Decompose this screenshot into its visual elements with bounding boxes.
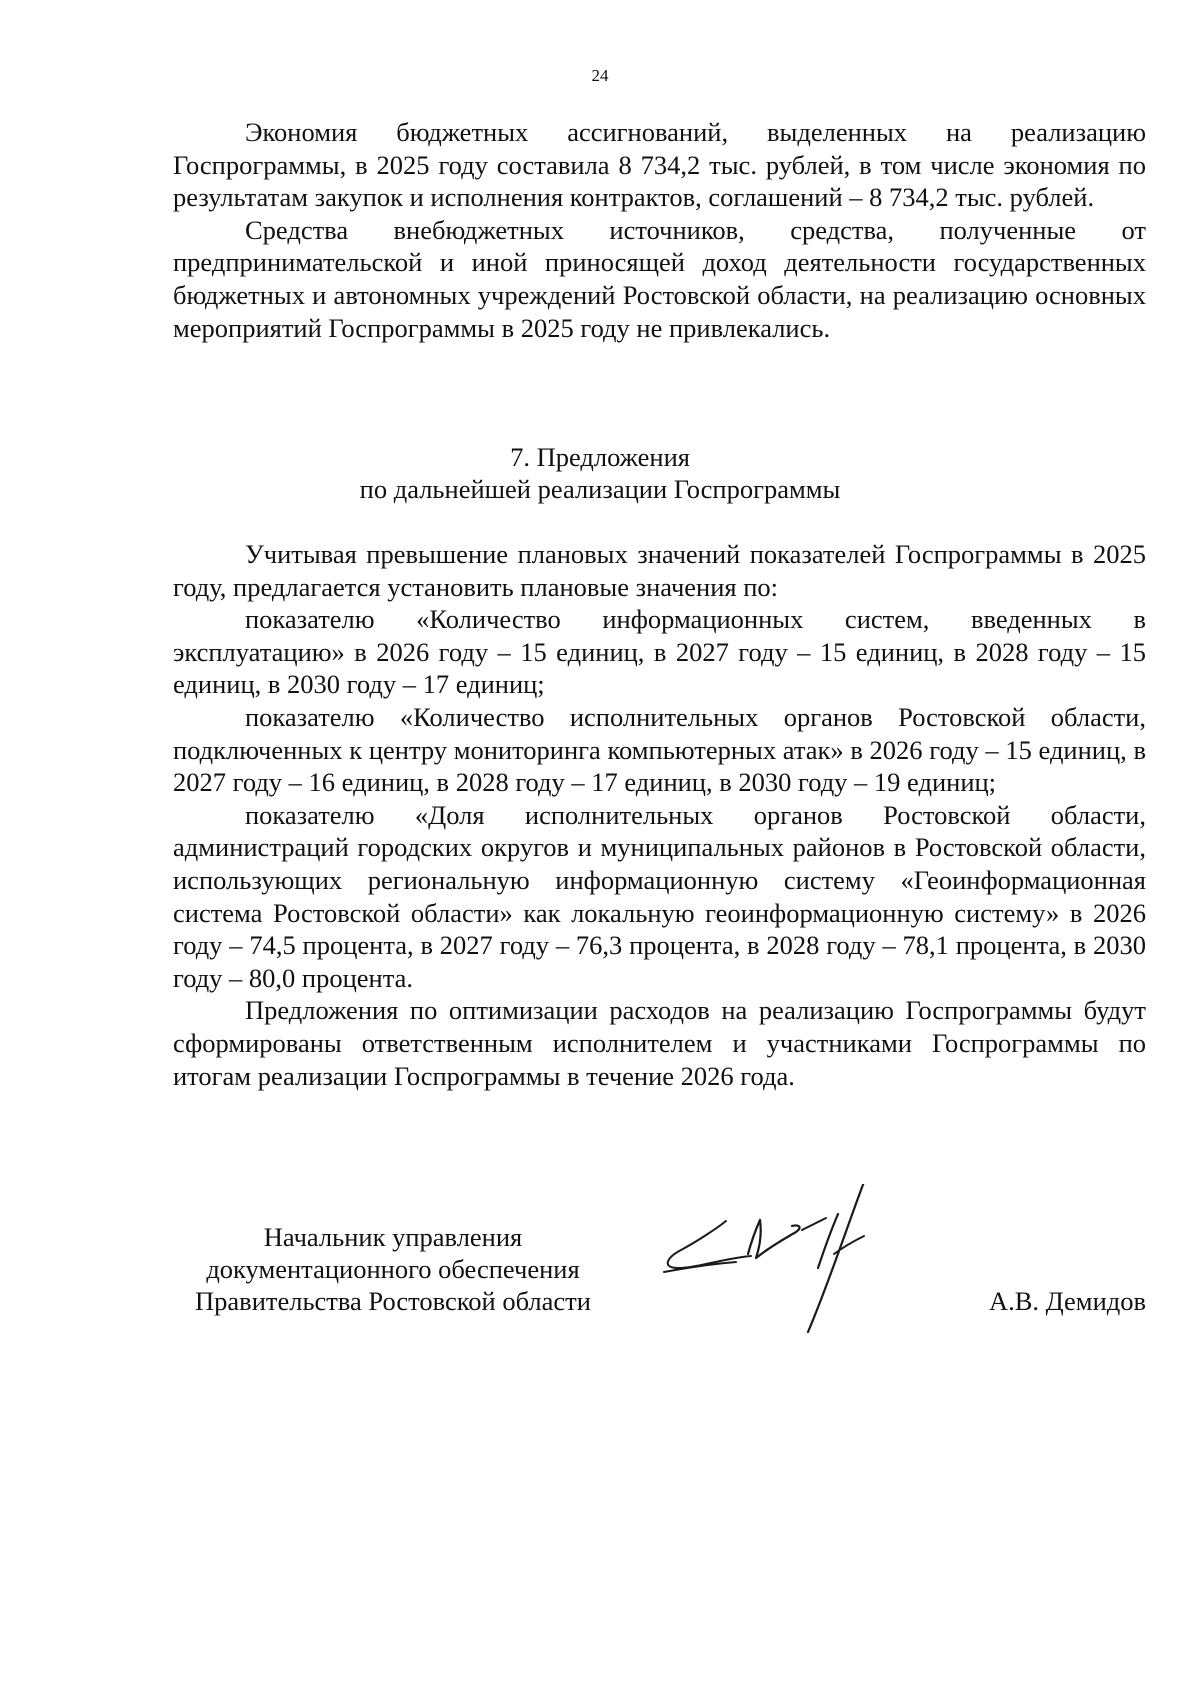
body-text-top	[173, 116, 1146, 344]
signatory-position-line: документационного обеспечения	[206, 1254, 580, 1284]
paragraph-indicator-monitoring: показателю «Количество исполнительных органов Ростовской области, подключенных к центру мониторинга компьютерных атак» в 2026 году – 15 единиц, в 2027 году – 16 единиц, в 2028 году – 17 единиц, в 2030 году – 19 единиц;	[173, 701, 1146, 798]
handwritten-signature	[656, 1184, 926, 1364]
signature-stroke	[808, 1184, 864, 1332]
signature-stroke	[756, 1220, 799, 1258]
signature-stroke	[834, 1236, 864, 1254]
signatory-position-line: Начальник управления	[263, 1222, 523, 1252]
section-subtitle: по дальнейшей реализации Госпрограммы	[359, 474, 841, 504]
paragraph-indicator-geoinformation: показателю «Доля исполнительных органов Ростовской области, администраций городских округов и муниципальных районов в Ростовской области, использующих региональную информационную систему «Геоинформационная система Ростовской области» как локальную геоинформационную систему» в 2026 году – 74,5 процента, в 2027 году – 76,3 процента, в 2028 году – 78,1 процента, в 2030 году – 80,0 процента.	[173, 799, 1146, 993]
body-text-bottom	[173, 538, 1146, 1092]
signatory-name: А.В. Демидов	[988, 1286, 1146, 1316]
signature-stroke	[668, 1221, 751, 1268]
paragraph-budget-savings: Экономия бюджетных ассигнований, выделенных на реализацию Госпрограммы, в 2025 году составила 8 734,2 тыс. рублей, в том числе экономия по результатам закупок и исполнения контрактов, соглашений – 8 734,2 тыс. рублей.	[173, 117, 1146, 213]
signature-block	[173, 1221, 1146, 1401]
paragraph-indicator-info-systems: показателю «Количество информационных систем, введенных в эксплуатацию» в 2026 году – 15 единиц, в 2027 году – 15 единиц, в 2028 году – 15 единиц, в 2030 году – 17 единиц;	[173, 604, 1146, 700]
signatory-position	[173, 1221, 613, 1317]
section-heading	[0, 441, 1200, 505]
paragraph-optimization: Предложения по оптимизации расходов на реализацию Госпрограммы будут сформированы ответственным исполнителем и участниками Госпрограммы по итогам реализации Госпрограммы в течение 2026 года.	[173, 995, 1146, 1091]
signature-stroke	[802, 1218, 826, 1230]
page-number: 24	[591, 66, 609, 85]
paragraph-intro: Учитывая превышение плановых значений показателей Госпрограммы в 2025 году, предлагается установить плановые значения по:	[173, 539, 1146, 602]
section-title: 7. Предложения	[510, 442, 690, 472]
paragraph-extrabudgetary-funds: Средства внебюджетных источников, средства, полученные от предпринимательской и иной приносящей доход деятельности государственных бюджетных и автономных учреждений Ростовской области, на реализацию основных мероприятий Госпрограммы в 2025 году не привлекались.	[173, 214, 1146, 343]
signatory-position-line: Правительства Ростовской области	[195, 1286, 591, 1316]
